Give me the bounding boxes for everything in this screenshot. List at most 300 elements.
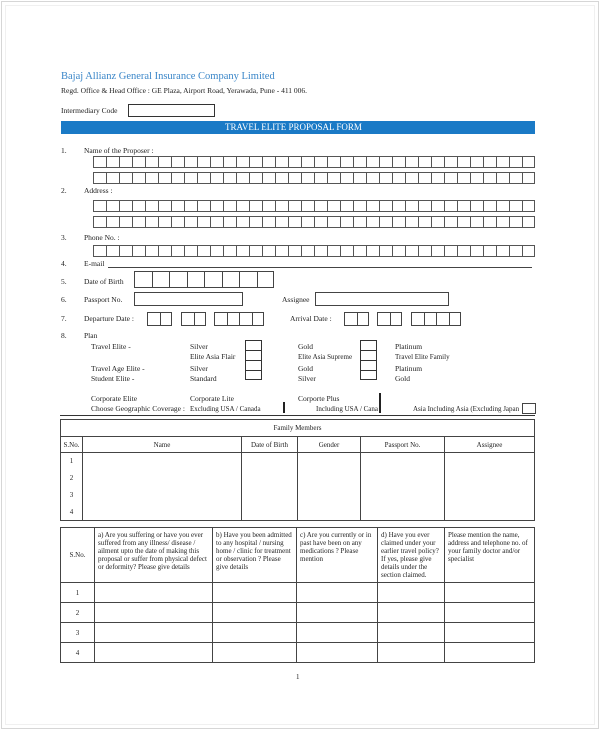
col-hospital-question: b) Have you been admitted to any hospital / nursing home / clinic for treatment or observation ? Please give details [213,528,297,583]
arrival-date-day[interactable] [344,312,369,326]
plan-corporate-elite: Corporate Elite [91,394,138,403]
coverage-checkbox-including-usa[interactable] [379,393,381,413]
assignee-cell[interactable] [445,487,535,504]
char-box[interactable] [522,216,535,228]
plan-option-age-gold: Gold [298,364,313,373]
char-box[interactable] [366,216,379,228]
col-dob: Date of Birth [242,437,298,453]
char-box[interactable] [431,216,444,228]
char-box[interactable] [340,172,353,184]
char-box[interactable] [444,245,457,257]
q6-number: 6. [61,295,67,304]
char-box[interactable] [197,200,210,212]
q3-number: 3. [61,233,67,242]
char-box[interactable] [184,245,197,257]
char-box[interactable] [222,271,240,288]
name-cell[interactable] [83,470,242,487]
char-box[interactable] [223,245,236,257]
char-box[interactable] [236,200,249,212]
char-box[interactable] [314,156,327,168]
char-box[interactable] [379,216,392,228]
char-box[interactable] [204,271,222,288]
char-box[interactable] [249,172,262,184]
answer-cell[interactable] [378,643,445,663]
char-box[interactable] [106,172,119,184]
assignee-field[interactable] [315,292,449,306]
plan-checkbox-column-2[interactable] [360,340,377,380]
name-cell[interactable] [83,504,242,521]
char-box[interactable] [392,200,405,212]
char-box[interactable] [470,216,483,228]
answer-cell[interactable] [213,623,297,643]
char-box[interactable] [470,245,483,257]
char-box[interactable] [496,156,509,168]
departure-date-year[interactable] [214,312,264,326]
char-box[interactable] [418,172,431,184]
char-box[interactable] [392,156,405,168]
char-box[interactable] [132,200,145,212]
char-box[interactable] [327,172,340,184]
char-box[interactable] [158,245,171,257]
arrival-date-year[interactable] [411,312,461,326]
row-number: 4 [61,504,83,521]
col-claims-question: d) Have you ever claimed under your earlier travel policy? If yes, please give details under the section claimed. [378,528,445,583]
char-box[interactable] [366,200,379,212]
answer-cell[interactable] [445,643,535,663]
arrival-date-month[interactable] [377,312,402,326]
answer-cell[interactable] [378,603,445,623]
row-number: 3 [61,623,95,643]
char-box[interactable] [106,200,119,212]
char-box[interactable] [288,245,301,257]
char-box[interactable] [366,245,379,257]
char-box[interactable] [93,245,106,257]
char-box[interactable] [119,200,132,212]
char-box[interactable] [169,271,187,288]
char-box[interactable] [496,216,509,228]
checkbox[interactable] [360,350,377,360]
address-row2[interactable] [93,216,535,228]
char-box[interactable] [145,200,158,212]
answer-cell[interactable] [95,603,213,623]
form-title-banner: TRAVEL ELITE PROPOSAL FORM [61,121,535,134]
name-cell[interactable] [83,453,242,470]
col-sno: S.No. [61,437,83,453]
plan-option-elite-asia-flair: Elite Asia Flair [190,352,236,361]
char-box[interactable] [314,200,327,212]
char-box[interactable] [249,216,262,228]
coverage-checkbox-excluding-usa[interactable] [283,402,285,413]
plan-travel-age-elite: Travel Age Elite - [91,364,145,373]
row-number: 1 [61,453,83,470]
plan-option-standard: Standard [190,374,217,383]
char-box[interactable] [223,172,236,184]
char-box[interactable] [340,156,353,168]
char-box[interactable] [470,200,483,212]
assignee-cell[interactable] [445,453,535,470]
char-box[interactable] [509,156,522,168]
coverage-checkbox-asia[interactable] [522,403,536,414]
coverage-including-usa: Including USA / Cana [316,405,379,413]
char-box[interactable] [379,156,392,168]
passport-cell[interactable] [361,487,445,504]
char-box[interactable] [262,216,275,228]
char-box[interactable] [509,200,522,212]
char-box[interactable] [314,245,327,257]
char-box[interactable] [405,245,418,257]
char-box[interactable] [301,156,314,168]
char-box[interactable] [457,200,470,212]
gender-cell[interactable] [298,487,361,504]
answer-cell[interactable] [445,603,535,623]
char-box[interactable] [405,216,418,228]
char-box[interactable] [184,200,197,212]
char-box[interactable] [93,156,106,168]
char-box[interactable] [106,216,119,228]
row-number: 2 [61,470,83,487]
answer-cell[interactable] [297,583,378,603]
coverage-excluding-usa: Excluding USA / Canada [190,405,261,413]
char-box[interactable] [275,245,288,257]
char-box[interactable] [431,172,444,184]
char-box[interactable] [444,172,457,184]
char-box[interactable] [158,216,171,228]
char-box[interactable] [197,172,210,184]
q1-label: Name of the Proposer : [84,146,154,155]
char-box[interactable] [262,156,275,168]
char-box[interactable] [509,216,522,228]
char-box[interactable] [379,245,392,257]
char-box[interactable] [496,200,509,212]
char-box[interactable] [236,156,249,168]
answer-cell[interactable] [95,583,213,603]
char-box[interactable] [158,156,171,168]
char-box[interactable] [132,245,145,257]
char-box[interactable] [93,172,106,184]
char-box[interactable] [210,156,223,168]
char-box[interactable] [249,156,262,168]
char-box[interactable] [184,156,197,168]
plan-option-age-silver: Silver [190,364,208,373]
char-box[interactable] [366,172,379,184]
char-box[interactable] [145,216,158,228]
answer-cell[interactable] [297,643,378,663]
checkbox[interactable] [360,340,377,350]
answer-cell[interactable] [213,643,297,663]
table-row [61,623,535,643]
char-box[interactable] [483,156,496,168]
char-box[interactable] [288,156,301,168]
char-box[interactable] [509,172,522,184]
char-box[interactable] [197,245,210,257]
q2-label: Address : [84,186,113,195]
char-box[interactable] [353,200,366,212]
char-box[interactable] [327,245,340,257]
passport-number-field[interactable] [134,292,243,306]
char-box[interactable] [379,172,392,184]
phone-row[interactable] [93,245,535,257]
char-box[interactable] [171,156,184,168]
plan-option-age-platinum: Platinum [395,364,423,373]
gender-cell[interactable] [298,453,361,470]
char-box[interactable] [236,245,249,257]
char-box[interactable] [327,156,340,168]
char-box[interactable] [483,216,496,228]
table-row [61,487,535,504]
char-box[interactable] [418,200,431,212]
char-box[interactable] [405,172,418,184]
gender-cell[interactable] [298,470,361,487]
char-box[interactable] [210,200,223,212]
answer-cell[interactable] [213,603,297,623]
plan-option-silver: Silver [190,342,208,351]
char-box[interactable] [457,156,470,168]
char-box[interactable] [158,200,171,212]
char-box[interactable] [392,172,405,184]
char-box[interactable] [457,172,470,184]
char-box[interactable] [444,156,457,168]
char-box[interactable] [257,271,275,288]
row-number: 4 [61,643,95,663]
email-field-line[interactable] [108,267,532,268]
char-box[interactable] [223,156,236,168]
checkbox[interactable] [245,360,262,370]
char-box[interactable] [249,245,262,257]
char-box[interactable] [470,156,483,168]
address-row1[interactable] [93,200,535,212]
checkbox[interactable] [360,360,377,370]
plan-option-platinum: Platinum [395,342,423,351]
char-box[interactable] [223,200,236,212]
char-box[interactable] [288,200,301,212]
char-box[interactable] [340,200,353,212]
char-box[interactable] [483,172,496,184]
dob-cell[interactable] [242,470,298,487]
date-of-birth-boxes[interactable] [134,271,274,288]
char-box[interactable] [106,245,119,257]
char-box[interactable] [171,216,184,228]
q2-number: 2. [61,186,67,195]
char-box[interactable] [522,156,535,168]
answer-cell[interactable] [378,583,445,603]
char-box[interactable] [483,200,496,212]
char-box[interactable] [106,156,119,168]
answer-cell[interactable] [213,583,297,603]
char-box[interactable] [301,245,314,257]
char-box[interactable] [301,216,314,228]
char-box[interactable] [93,216,106,228]
char-box[interactable] [483,245,496,257]
plan-travel-elite: Travel Elite - [91,342,131,351]
char-box[interactable] [496,172,509,184]
q7-label: Departure Date : [84,314,134,323]
char-box[interactable] [210,245,223,257]
char-box[interactable] [152,271,170,288]
gender-cell[interactable] [298,504,361,521]
name-cell[interactable] [83,487,242,504]
plan-option-student-silver: Silver [298,374,316,383]
plan-corporate-plus: Corporte Plus [298,394,340,403]
char-box[interactable] [314,216,327,228]
char-box[interactable] [187,271,205,288]
medical-history-table [60,527,535,663]
char-box[interactable] [379,200,392,212]
q6-label: Passport No. [84,295,123,304]
char-box[interactable] [353,172,366,184]
family-members-table [60,419,535,521]
char-box[interactable] [418,245,431,257]
char-box[interactable] [314,172,327,184]
intermediary-code-field[interactable] [128,104,215,117]
char-box[interactable] [431,200,444,212]
char-box[interactable] [119,245,132,257]
coverage-label: Choose Geographic Coverage : [91,404,185,413]
q1-number: 1. [61,146,67,155]
char-box[interactable] [522,172,535,184]
char-box[interactable] [457,216,470,228]
answer-cell[interactable] [445,583,535,603]
char-box[interactable] [134,271,152,288]
char-box[interactable] [119,172,132,184]
plan-option-elite-asia-supreme: Elite Asia Supreme [298,353,353,361]
assignee-cell[interactable] [445,504,535,521]
char-box[interactable] [119,156,132,168]
dob-cell[interactable] [242,453,298,470]
char-box[interactable] [288,172,301,184]
char-box[interactable] [132,216,145,228]
plan-option-student-gold: Gold [395,374,410,383]
dob-cell[interactable] [242,487,298,504]
char-box[interactable] [171,245,184,257]
col-passport: Passport No. [361,437,445,453]
char-box[interactable] [444,200,457,212]
proposer-name-row2[interactable] [93,172,535,184]
char-box[interactable] [431,245,444,257]
char-box[interactable] [444,216,457,228]
checkbox[interactable] [245,350,262,360]
char-box[interactable] [145,245,158,257]
char-box[interactable] [262,200,275,212]
answer-cell[interactable] [95,643,213,663]
q7-number: 7. [61,314,67,323]
answer-cell[interactable] [378,623,445,643]
char-box[interactable] [418,216,431,228]
char-box[interactable] [353,216,366,228]
char-box[interactable] [119,216,132,228]
char-box[interactable] [392,245,405,257]
col-gender: Gender [298,437,361,453]
char-box[interactable] [275,156,288,168]
char-box[interactable] [210,172,223,184]
char-box[interactable] [405,156,418,168]
q8-label: Plan [84,331,98,340]
char-box[interactable] [262,245,275,257]
proposer-name-row1[interactable] [93,156,535,168]
char-box[interactable] [353,156,366,168]
dob-cell[interactable] [242,504,298,521]
char-box[interactable] [405,200,418,212]
char-box[interactable] [275,172,288,184]
char-box[interactable] [327,216,340,228]
passport-cell[interactable] [361,504,445,521]
table-row [61,603,535,623]
char-box[interactable] [301,172,314,184]
departure-date-month[interactable] [181,312,206,326]
char-box[interactable] [184,172,197,184]
char-box[interactable] [418,156,431,168]
char-box[interactable] [353,245,366,257]
char-box[interactable] [239,271,257,288]
char-box[interactable] [392,216,405,228]
intermediary-code-label: Intermediary Code [61,106,118,115]
answer-cell[interactable] [445,623,535,643]
assignee-cell[interactable] [445,470,535,487]
char-box[interactable] [301,200,314,212]
char-box[interactable] [158,172,171,184]
char-box[interactable] [93,200,106,212]
char-box[interactable] [197,216,210,228]
answer-cell[interactable] [297,623,378,643]
char-box[interactable] [236,172,249,184]
checkbox[interactable] [245,370,262,380]
char-box[interactable] [197,156,210,168]
plan-option-gold: Gold [298,342,313,351]
plan-option-travel-elite-family: Travel Elite Family [395,353,450,361]
answer-cell[interactable] [297,603,378,623]
passport-cell[interactable] [361,453,445,470]
table-row [61,453,535,470]
passport-cell[interactable] [361,470,445,487]
row-number: 1 [61,583,95,603]
company-name: Bajaj Allianz General Insurance Company Limited [61,71,275,82]
table-row [61,643,535,663]
char-box[interactable] [132,172,145,184]
plan-corporate-lite: Corporate Lite [190,394,234,403]
char-box[interactable] [431,156,444,168]
char-box[interactable] [184,216,197,228]
char-box[interactable] [327,200,340,212]
q5-number: 5. [61,277,67,286]
char-box[interactable] [210,216,223,228]
checkbox[interactable] [360,370,377,380]
char-box[interactable] [171,200,184,212]
plan-checkbox-column-1[interactable] [245,340,262,380]
char-box[interactable] [288,216,301,228]
char-box[interactable] [236,216,249,228]
char-box[interactable] [145,156,158,168]
char-box[interactable] [366,156,379,168]
char-box[interactable] [470,172,483,184]
char-box[interactable] [522,245,535,257]
checkbox[interactable] [245,340,262,350]
char-box[interactable] [262,172,275,184]
answer-cell[interactable] [95,623,213,643]
char-box[interactable] [249,200,262,212]
char-box[interactable] [132,156,145,168]
char-box[interactable] [145,172,158,184]
char-box[interactable] [275,200,288,212]
char-box[interactable] [340,245,353,257]
departure-date-day[interactable] [147,312,172,326]
char-box[interactable] [171,172,184,184]
char-box[interactable] [457,245,470,257]
char-box[interactable] [496,245,509,257]
char-box[interactable] [509,245,522,257]
char-box[interactable] [275,216,288,228]
char-box[interactable] [223,216,236,228]
char-box[interactable] [522,200,535,212]
char-box[interactable] [340,216,353,228]
